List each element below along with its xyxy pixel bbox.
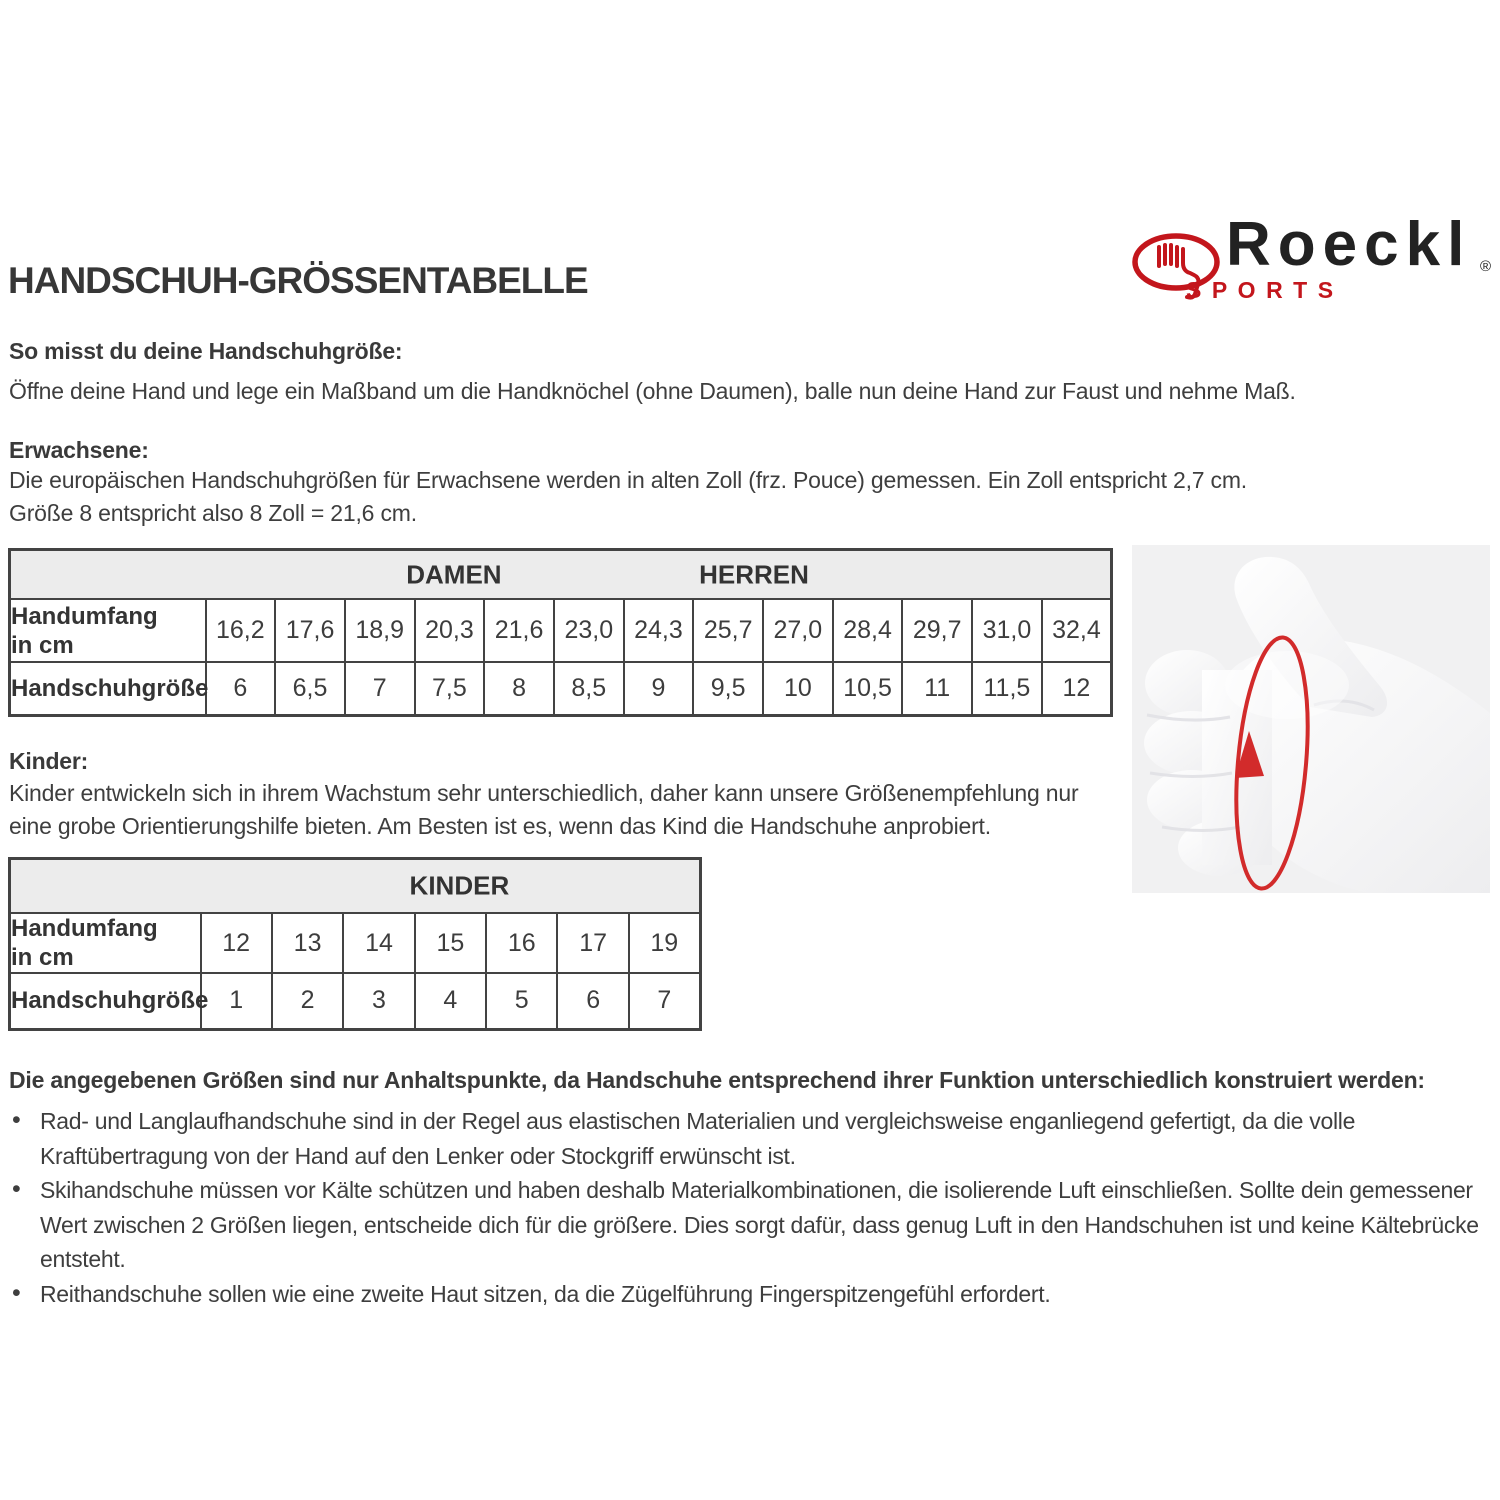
circumference-cell: 16,2 (206, 599, 276, 662)
glove-size-cell: 10 (763, 662, 833, 715)
adults-body-line1: Die europäischen Handschuhgrößen für Erwachsene werden in alten Zoll (frz. Pouce) gemessen. Ein Zoll entspricht 2,7 cm. (9, 467, 1247, 493)
glove-size-cell: 7 (345, 662, 415, 715)
circumference-cell: 15 (415, 913, 486, 973)
group-label-kinder: KINDER (409, 870, 510, 901)
glove-size-cell: 12 (1042, 662, 1112, 715)
circumference-cell: 20,3 (415, 599, 485, 662)
glove-size-cell: 7 (629, 973, 700, 1029)
circumference-cell: 16 (486, 913, 557, 973)
glove-size-cell: 9,5 (693, 662, 763, 715)
group-label-herren: HERREN (699, 559, 809, 589)
row-label-circumference (10, 913, 201, 973)
glove-size-cell: 6 (557, 973, 628, 1029)
intro-body: Öffne deine Hand und lege ein Maßband um die Handknöchel (ohne Daumen), balle nun deine Hand zur Faust und nehme Maß. (9, 378, 1296, 404)
registered-mark: ® (1480, 258, 1492, 275)
adults-heading: Erwachsene: (9, 437, 149, 463)
circumference-cell: 17,6 (275, 599, 345, 662)
circumference-cell: 23,0 (554, 599, 624, 662)
circumference-cell: 21,6 (484, 599, 554, 662)
row-label-line2: in cm (11, 944, 74, 971)
row-label-line1: Handumfang (11, 915, 158, 942)
glove-size-cell: 11,5 (972, 662, 1042, 715)
kids-size-table (8, 857, 702, 1031)
glove-size-row (10, 973, 701, 1029)
circumference-cell: 29,7 (902, 599, 972, 662)
circumference-cell: 24,3 (624, 599, 694, 662)
table-group-header-row (10, 859, 701, 914)
adults-size-table (8, 548, 1113, 717)
glove-size-cell: 3 (343, 973, 414, 1029)
brand-name: Roeckl (1226, 210, 1472, 279)
glove-size-row (10, 662, 1112, 715)
table-group-header-row (10, 550, 1112, 600)
glove-size-cell: 8 (484, 662, 554, 715)
kids-group-header (10, 859, 701, 914)
circumference-cell: 19 (629, 913, 700, 973)
glove-type-notes-list (9, 1104, 1487, 1311)
kids-body: Kinder entwickeln sich in ihrem Wachstum sehr unterschiedlich, daher kann unsere Größenempfehlung nur eine grobe Orientierungshilfe bieten. Am Besten ist es, wenn das Kind die Handschuhe anprobiert. (9, 780, 1079, 839)
circumference-cell: 12 (201, 913, 272, 973)
glove-size-cell: 2 (272, 973, 343, 1029)
glove-size-cell: 5 (486, 973, 557, 1029)
list-item: • Rad- und Langlaufhandschuhe sind in der Regel aus elastischen Materialien und vergleichsweise enganliegend gefertigt, da die volle Kraftübertragung von der Hand auf den Lenker oder Stockgriff erwünscht ist. (9, 1104, 1487, 1173)
glove-size-cell: 1 (201, 973, 272, 1029)
adults-body-line2: Größe 8 entspricht also 8 Zoll = 21,6 cm. (9, 500, 417, 526)
row-label-glove-size: Handschuhgröße (10, 662, 206, 715)
page-title: HANDSCHUH-GRÖSSENTABELLE (8, 260, 588, 301)
adults-group-header (10, 550, 1112, 600)
circumference-row (10, 913, 701, 973)
brand-subname: SPORTS (1186, 277, 1344, 303)
circumference-cell: 14 (343, 913, 414, 973)
intro-heading: So misst du deine Handschuhgröße: (9, 338, 403, 364)
circumference-cell: 28,4 (833, 599, 903, 662)
circumference-cell: 18,9 (345, 599, 415, 662)
hand-measurement-illustration (1132, 545, 1490, 893)
glove-size-cell: 6,5 (275, 662, 345, 715)
row-label-glove-size: Handschuhgröße (10, 973, 201, 1029)
glove-size-cell: 4 (415, 973, 486, 1029)
circumference-cell: 27,0 (763, 599, 833, 662)
kids-heading: Kinder: (9, 748, 89, 774)
list-item: • Reithandschuhe sollen wie eine zweite Haut sitzen, da die Zügelführung Fingerspitzengefühl erfordert. (9, 1277, 1487, 1312)
group-label-damen: DAMEN (406, 559, 502, 589)
glove-size-cell: 7,5 (415, 662, 485, 715)
footer-heading: Die angegebenen Größen sind nur Anhaltspunkte, da Handschuhe entsprechend ihrer Funktion unterschiedlich konstruiert werden: (9, 1067, 1425, 1093)
glove-size-cell: 6 (206, 662, 276, 715)
circumference-cell: 13 (272, 913, 343, 973)
roeckl-sports-logo (1128, 208, 1500, 313)
glove-size-cell: 8,5 (554, 662, 624, 715)
circumference-cell: 17 (557, 913, 628, 973)
row-label-circumference (10, 599, 206, 662)
glove-size-cell: 11 (902, 662, 972, 715)
circumference-cell: 31,0 (972, 599, 1042, 662)
circumference-row (10, 599, 1112, 662)
glove-size-cell: 9 (624, 662, 694, 715)
list-item: • Skihandschuhe müssen vor Kälte schützen und haben deshalb Materialkombinationen, die isolierende Luft einschließen. Sollte dein gemessener Wert zwischen 2 Größen liegen, entscheide dich für die größere. Dies sorgt dafür, dass genug Luft in den Handschuhen ist und keine Kältebrücke entsteht. (9, 1173, 1487, 1277)
circumference-cell: 25,7 (693, 599, 763, 662)
circumference-cell: 32,4 (1042, 599, 1112, 662)
row-label-line1: Handumfang (11, 602, 158, 630)
glove-size-cell: 10,5 (833, 662, 903, 715)
hand-with-tape-arrow-graphic (1132, 545, 1490, 893)
row-label-line2: in cm (11, 631, 74, 659)
